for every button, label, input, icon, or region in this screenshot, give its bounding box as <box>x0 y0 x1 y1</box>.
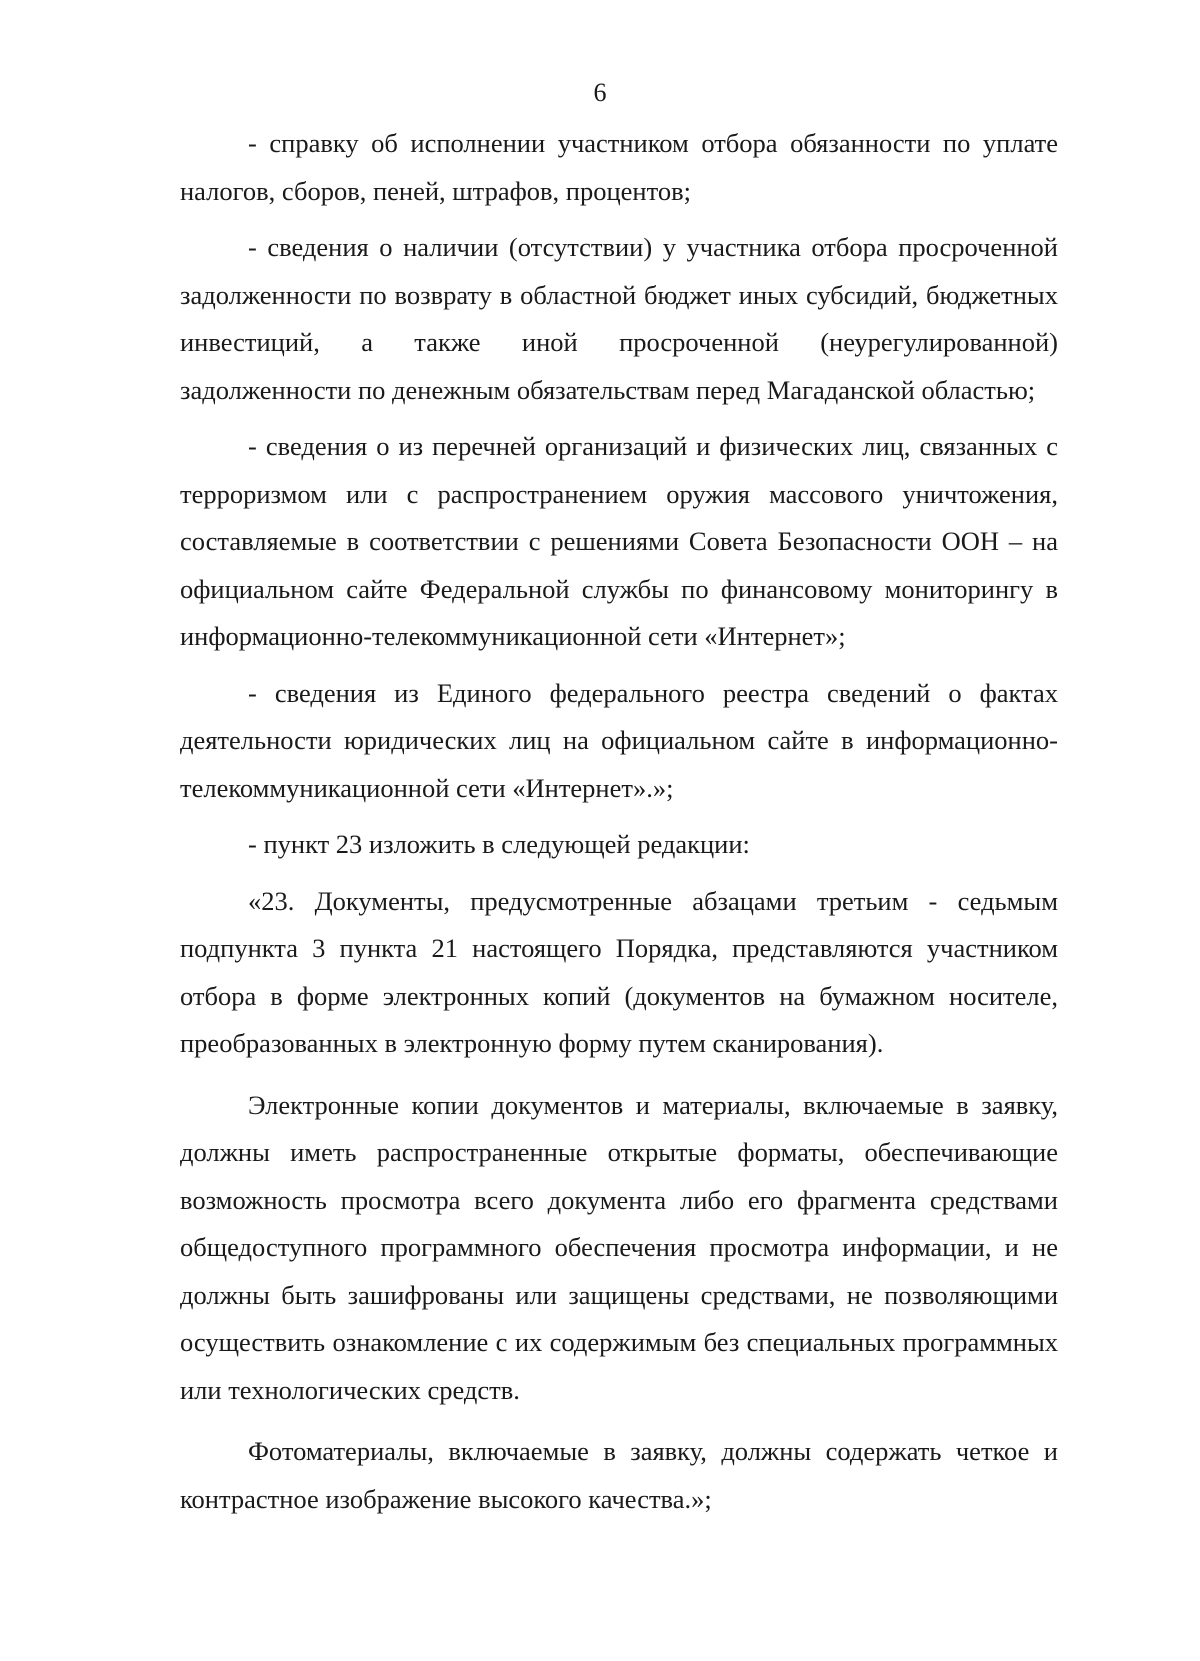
page-number: 6 <box>593 78 607 107</box>
paragraph-photo-materials: Фотоматериалы, включаемые в заявку, должны содержать четкое и контрастное изображение высокого качества.»; <box>180 1436 1058 1514</box>
paragraph-electronic-copies: Электронные копии документов и материалы, включаемые в заявку, должны иметь распространенные открытые форматы, обеспечивающие возможность просмотра всего документа либо его фрагмента средствами общедоступного программного обеспечения просмотра информации, и не должны быть зашифрованы или защищены средствами, не позволяющими осуществить ознакомление с их содержимым без специальных программных или технологических средств. <box>180 1089 1058 1405</box>
paragraph-overdue-debt: - сведения о наличии (отсутствии) у участника отбора просроченной задолженности по возврату в областной бюджет иных субсидий, бюджетных инвестиций, а также иной просроченной (неурегулированной) задолженности по денежным обязательствам перед Магаданской областью; <box>180 232 1058 405</box>
document-body <box>180 120 1058 1523</box>
paragraph-terrorism-lists: - сведения о из перечней организаций и физических лиц, связанных с терроризмом или с распространением оружия массового уничтожения, составляемые в соответствии с решениями Совета Безопасности ООН – на официальном сайте Федеральной службы по финансовому мониторингу в информационно-телекоммуникационной сети «Интернет»; <box>180 431 1058 651</box>
paragraph-federal-registry: - сведения из Единого федерального реестра сведений о фактах деятельности юридических лиц на официальном сайте в информационно-телекоммуникационной сети «Интернет».»; <box>180 677 1058 803</box>
paragraph-item-23-intro: - пункт 23 изложить в следующей редакции: <box>248 829 750 859</box>
paragraph-tax-certificate: - справку об исполнении участником отбора обязанности по уплате налогов, сборов, пеней, штрафов, процентов; <box>180 128 1058 206</box>
paragraph-item-23-documents: «23. Документы, предусмотренные абзацами третьим - седьмым подпункта 3 пункта 21 настоящего Порядка, представляются участником отбора в форме электронных копий (документов на бумажном носителе, преобразованных в электронную форму путем сканирования). <box>180 885 1058 1058</box>
